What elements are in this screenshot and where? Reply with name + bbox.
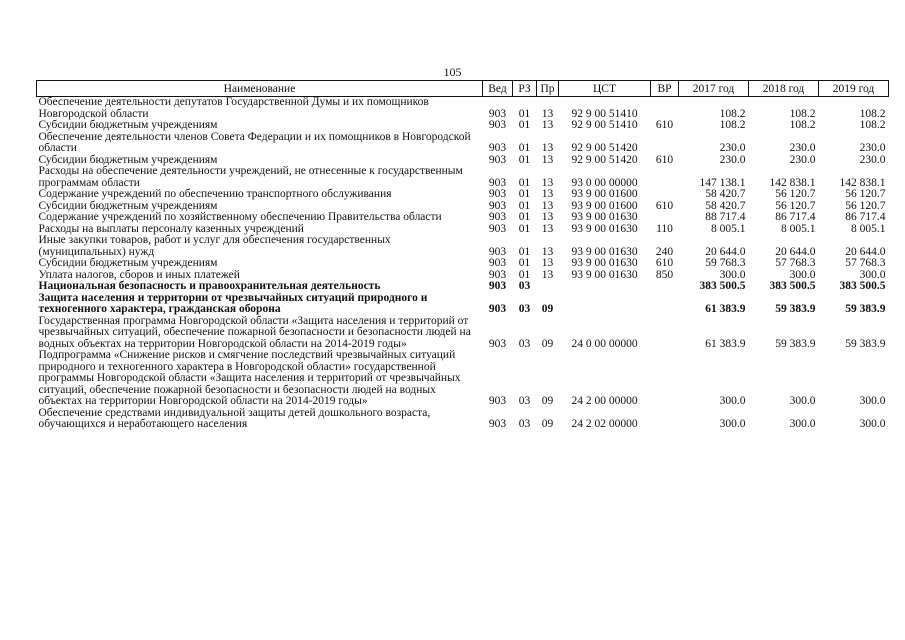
row-value-2017: 59 768.3 — [705, 257, 746, 269]
row-name: Расходы на обеспечение деятельности учреждений, не отнесенные к государственным программам области — [38, 165, 463, 189]
header-rz: РЗ — [513, 81, 537, 97]
row-ved: 903 — [488, 153, 507, 166]
row-name: Субсидии бюджетным учреждениям — [38, 153, 218, 166]
row-ved: 903 — [488, 268, 507, 281]
row-vr: 610 — [655, 257, 674, 269]
table-row — [37, 281, 889, 293]
row-value-2018: 57 768.3 — [775, 257, 816, 269]
row-value-2017: 58 420.7 — [705, 188, 746, 200]
row-vr — [651, 350, 679, 408]
table-row — [37, 350, 889, 408]
row-rz: 03 — [518, 280, 531, 292]
row-ved: 903 — [488, 119, 507, 131]
row-value-2019: 56 120.7 — [845, 199, 886, 212]
row-name: Содержание учреждений по хозяйственному обеспечению Правительства области — [38, 211, 442, 223]
header-2018: 2018 год — [749, 81, 819, 97]
row-value-2019: 8 005.1 — [851, 222, 886, 235]
row-vr: 110 — [656, 222, 673, 235]
row-pr: 13 — [541, 268, 554, 281]
row-rz: 03 — [518, 337, 531, 350]
row-value-2018: 142 838.1 — [769, 176, 816, 189]
row-vr — [651, 166, 679, 189]
table-row — [37, 97, 889, 121]
row-value-2019: 230.0 — [859, 153, 886, 166]
row-value-2019: 57 768.3 — [845, 257, 886, 269]
row-value-2017: 230.0 — [719, 153, 746, 166]
row-cst — [559, 293, 651, 316]
row-vr — [651, 189, 679, 201]
row-pr: 13 — [541, 142, 554, 154]
row-value-2019: 59 383.9 — [845, 303, 886, 315]
row-value-2019: 230.0 — [859, 142, 886, 154]
row-value-2017: 88 717.4 — [705, 211, 746, 223]
row-cst: 24 2 00 00000 — [571, 395, 638, 407]
row-name: Подпрограмма «Снижение рисков и смягчение последствий чрезвычайных ситуаций природного и техногенного характера в Новгородской области» государственной программы Новгородской области «Защита населения и территорий от чрезвычайных ситуаций, обеспечение пожарной безопасности и безопасности людей на водных объектах на территории Новгородской области на 2014-2019 годы» — [38, 349, 461, 407]
row-value-2018: 56 120.7 — [775, 188, 816, 200]
row-cst: 93 9 00 01600 — [571, 188, 638, 200]
row-value-2017: 300.0 — [719, 268, 746, 281]
row-ved: 903 — [488, 337, 507, 350]
row-ved: 903 — [488, 245, 507, 258]
row-cst: 24 0 00 00000 — [571, 337, 638, 350]
row-value-2019: 56 120.7 — [845, 188, 886, 200]
row-value-2018: 230.0 — [789, 153, 816, 166]
row-value-2017: 58 420.7 — [705, 199, 746, 212]
budget-table-container — [36, 80, 888, 431]
row-ved: 903 — [488, 176, 507, 189]
row-value-2019: 20 644.0 — [845, 245, 886, 258]
budget-table — [36, 80, 889, 431]
row-value-2018: 108.2 — [789, 107, 816, 120]
row-rz: 01 — [518, 257, 531, 269]
row-value-2019: 142 838.1 — [839, 176, 886, 189]
row-name: Уплата налогов, сборов и иных платежей — [38, 268, 240, 281]
row-pr: 13 — [541, 199, 554, 212]
row-cst: 93 9 00 01630 — [571, 211, 638, 223]
table-header-row — [37, 81, 889, 97]
row-vr: 610 — [655, 119, 674, 131]
row-pr — [537, 281, 559, 293]
row-ved: 903 — [488, 211, 507, 223]
row-value-2017: 108.2 — [719, 107, 746, 120]
table-row — [37, 132, 889, 155]
row-name: Государственная программа Новгородской области «Защита населения и территорий от чрезвычайных ситуаций, обеспечение пожарной безопасности и безопасности людей на водных объектах на территории Новгородской области на 2014-2019 годы» — [38, 314, 471, 350]
row-value-2017: 300.0 — [719, 395, 746, 407]
row-rz: 03 — [518, 303, 531, 315]
row-pr: 09 — [541, 418, 554, 430]
row-ved: 903 — [488, 222, 507, 235]
header-ved: Вед — [483, 81, 513, 97]
row-value-2019: 86 717.4 — [845, 211, 886, 223]
row-value-2017: 300.0 — [719, 418, 746, 430]
table-row — [37, 293, 889, 316]
row-name: Содержание учреждений по обеспечению транспортного обслуживания — [38, 188, 392, 200]
table-row — [37, 212, 889, 224]
row-name: Субсидии бюджетным учреждениям — [38, 119, 218, 131]
row-ved: 903 — [488, 418, 507, 430]
row-value-2018: 8 005.1 — [781, 222, 816, 235]
row-vr — [651, 132, 679, 155]
row-pr: 09 — [541, 337, 554, 350]
table-row — [37, 408, 889, 431]
header-name: Наименование — [37, 81, 483, 97]
row-value-2019: 383 500.5 — [839, 280, 886, 292]
header-vr: ВР — [651, 81, 679, 97]
row-rz: 01 — [518, 153, 531, 166]
row-pr: 13 — [541, 119, 554, 131]
row-value-2019: 59 383.9 — [845, 337, 886, 350]
row-value-2017: 61 383.9 — [705, 303, 746, 315]
row-cst: 92 9 00 51420 — [571, 153, 638, 166]
table-row — [37, 258, 889, 270]
row-vr — [651, 281, 679, 293]
row-rz: 01 — [518, 119, 531, 131]
row-value-2019: 300.0 — [859, 418, 886, 430]
row-ved: 903 — [488, 199, 507, 212]
table-row — [37, 166, 889, 189]
header-2019: 2019 год — [819, 81, 889, 97]
row-vr: 610 — [655, 199, 674, 212]
row-rz: 01 — [518, 176, 531, 189]
row-name: Субсидии бюджетным учреждениям — [38, 257, 218, 269]
table-row — [37, 120, 889, 132]
row-cst: 93 0 00 00000 — [571, 176, 638, 189]
row-ved: 903 — [488, 303, 507, 315]
row-rz: 01 — [518, 211, 531, 223]
row-name: Обеспечение деятельности депутатов Государственной Думы и их помощников Новгородской области — [38, 96, 429, 120]
page-number: 105 — [443, 65, 462, 79]
row-pr: 13 — [541, 188, 554, 200]
row-value-2019: 300.0 — [859, 268, 886, 281]
row-pr: 13 — [541, 257, 554, 269]
row-value-2018: 20 644.0 — [775, 245, 816, 258]
table-row — [37, 235, 889, 258]
row-name: Субсидии бюджетным учреждениям — [38, 199, 218, 212]
row-rz: 01 — [518, 107, 531, 120]
row-pr: 09 — [541, 395, 554, 407]
row-rz: 03 — [518, 395, 531, 407]
row-pr: 13 — [541, 245, 554, 258]
row-name: Национальная безопасность и правоохранительная деятельность — [38, 280, 381, 292]
row-cst: 92 9 00 51410 — [571, 119, 638, 131]
row-value-2018: 300.0 — [789, 395, 816, 407]
row-cst: 93 9 00 01630 — [571, 245, 638, 258]
row-value-2018: 59 383.9 — [775, 337, 816, 350]
row-cst — [559, 281, 651, 293]
row-vr — [651, 212, 679, 224]
row-cst: 93 9 00 01630 — [571, 222, 638, 235]
row-vr: 610 — [655, 153, 674, 166]
row-rz: 01 — [518, 268, 531, 281]
row-ved: 903 — [488, 188, 507, 200]
row-vr — [651, 293, 679, 316]
row-pr: 09 — [541, 303, 554, 315]
row-value-2017: 147 138.1 — [699, 176, 746, 189]
row-value-2019: 108.2 — [859, 107, 886, 120]
table-body — [37, 97, 889, 431]
row-value-2017: 230.0 — [719, 142, 746, 154]
row-vr — [651, 408, 679, 431]
table-row — [37, 316, 889, 351]
header-cst: ЦСТ — [559, 81, 651, 97]
header-2017: 2017 год — [679, 81, 749, 97]
row-cst: 24 2 02 00000 — [571, 418, 638, 430]
row-rz: 01 — [518, 199, 531, 212]
row-cst: 93 9 00 01630 — [571, 257, 638, 269]
row-ved: 903 — [488, 395, 507, 407]
row-name: Защита населения и территории от чрезвычайных ситуаций природного и техногенного характера, гражданская оборона — [38, 291, 428, 315]
row-pr: 13 — [541, 153, 554, 166]
row-value-2019: 108.2 — [859, 119, 886, 131]
row-vr — [651, 97, 679, 121]
row-cst: 93 9 00 01630 — [571, 268, 638, 281]
row-pr: 13 — [541, 176, 554, 189]
row-value-2018: 300.0 — [789, 418, 816, 430]
row-value-2018: 56 120.7 — [775, 199, 816, 212]
row-name: Расходы на выплаты персоналу казенных учреждений — [38, 222, 304, 235]
row-name: Обеспечение деятельности членов Совета Федерации и их помощников в Новгородской области — [38, 130, 471, 154]
row-value-2018: 59 383.9 — [775, 303, 816, 315]
row-ved: 903 — [488, 142, 507, 154]
row-name: Обеспечение средствами индивидуальной защиты детей дошкольного возраста, обучающихся и неработающего населения — [38, 406, 431, 430]
row-vr — [651, 316, 679, 351]
row-value-2017: 108.2 — [719, 119, 746, 131]
row-ved: 903 — [488, 280, 507, 292]
row-cst: 92 9 00 51420 — [571, 142, 638, 154]
row-pr: 13 — [541, 211, 554, 223]
row-value-2017: 383 500.5 — [699, 280, 746, 292]
row-ved: 903 — [488, 107, 507, 120]
row-value-2019: 300.0 — [859, 395, 886, 407]
row-value-2017: 20 644.0 — [705, 245, 746, 258]
row-vr: 240 — [655, 245, 674, 258]
row-value-2017: 61 383.9 — [705, 337, 746, 350]
row-vr: 850 — [655, 268, 674, 281]
row-value-2018: 86 717.4 — [775, 211, 816, 223]
row-value-2018: 383 500.5 — [769, 280, 816, 292]
header-pr: Пр — [537, 81, 559, 97]
table-row — [37, 189, 889, 201]
row-rz: 03 — [518, 418, 531, 430]
row-value-2018: 300.0 — [789, 268, 816, 281]
row-rz: 01 — [518, 245, 531, 258]
row-ved: 903 — [488, 257, 507, 269]
row-pr: 13 — [541, 107, 554, 120]
row-rz: 01 — [518, 142, 531, 154]
row-rz: 01 — [518, 188, 531, 200]
row-value-2018: 230.0 — [789, 142, 816, 154]
row-rz: 01 — [518, 222, 531, 235]
row-pr: 13 — [541, 222, 554, 235]
row-value-2017: 8 005.1 — [711, 222, 746, 235]
row-value-2018: 108.2 — [789, 119, 816, 131]
row-cst: 92 9 00 51410 — [571, 107, 638, 120]
row-name: Иные закупки товаров, работ и услуг для обеспечения государственных (муниципальных) нужд — [38, 234, 391, 258]
row-cst: 93 9 00 01600 — [571, 199, 638, 212]
